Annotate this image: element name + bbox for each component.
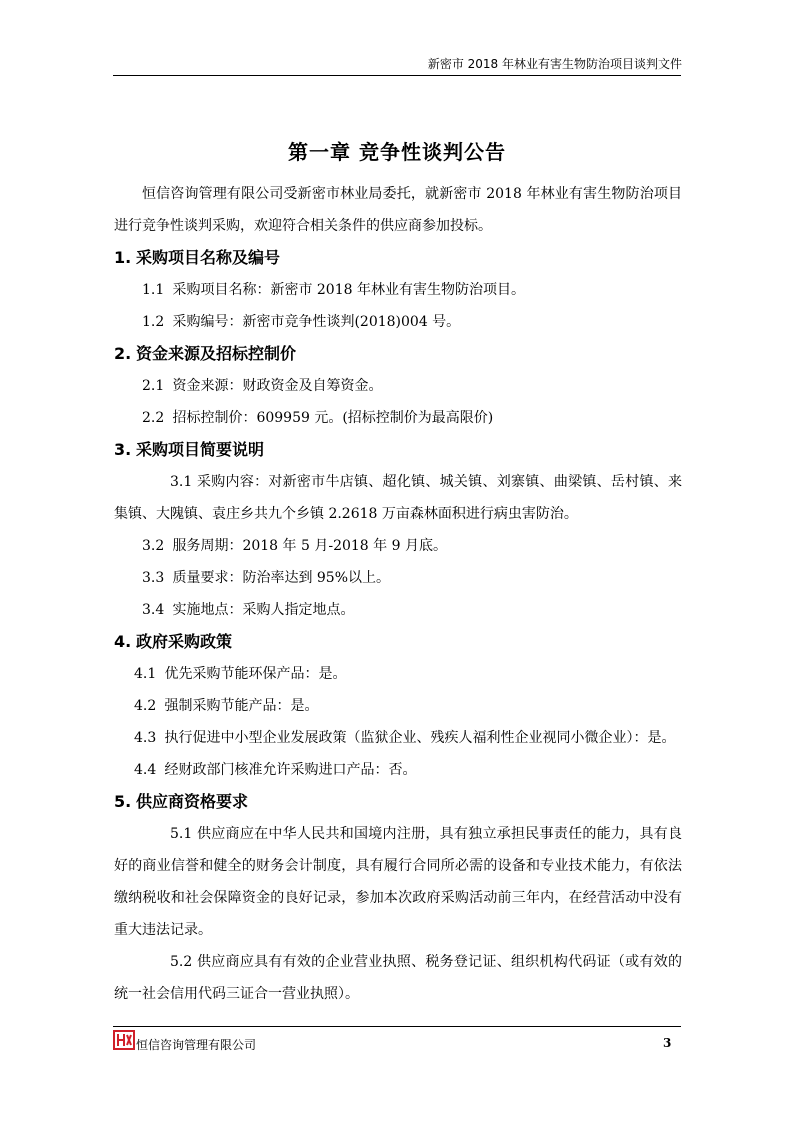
- list-item: [114, 754, 682, 786]
- list-item: [114, 530, 682, 562]
- section-title: 采购项目简要说明: [136, 440, 265, 459]
- item-text: 执行促进中小型企业发展政策（监狱企业、残疾人福利性企业视同小微企业）：是。: [164, 730, 676, 746]
- chapter-title: 第一章 竞争性谈判公告: [288, 140, 506, 165]
- section-heading: [114, 786, 682, 818]
- section-heading: [114, 626, 682, 658]
- item-number: 2.2: [142, 410, 165, 426]
- item-text: 优先采购节能环保产品：是。: [164, 666, 347, 682]
- page-number: 3: [663, 1036, 672, 1050]
- section-3: [114, 434, 682, 626]
- section-number: 3.: [114, 440, 132, 459]
- item-text: 资金来源：财政资金及自筹资金。: [172, 378, 383, 394]
- list-item: [114, 658, 682, 690]
- item-text: 质量要求：防治率达到 95%以上。: [172, 570, 391, 586]
- list-item: [114, 370, 682, 402]
- list-item: [114, 306, 682, 338]
- list-item: [114, 274, 682, 306]
- section-heading: [114, 434, 682, 466]
- item-text: 供应商应具有有效的企业营业执照、税务登记证、组织机构代码证（或有效的统一社会信用代码三证合一营业执照）。: [114, 954, 683, 1002]
- item-text: 采购编号：新密市竞争性谈判(2018)004 号。: [172, 314, 461, 330]
- list-item: [114, 818, 682, 946]
- document-body: [114, 178, 682, 1010]
- item-number: 4.3: [134, 730, 157, 746]
- section-number: 5.: [114, 792, 132, 811]
- item-number: 5.1: [170, 826, 193, 842]
- item-number: 1.1: [142, 282, 165, 298]
- section-title: 政府采购政策: [136, 632, 233, 651]
- list-item: [114, 594, 682, 626]
- intro-paragraph: 恒信咨询管理有限公司受新密市林业局委托，就新密市 2018 年林业有害生物防治项目进行竞争性谈判采购，欢迎符合相关条件的供应商参加投标。: [114, 186, 682, 234]
- section-title: 供应商资格要求: [136, 792, 249, 811]
- item-number: 2.1: [142, 378, 165, 394]
- section-heading: [114, 242, 682, 274]
- section-title: 采购项目名称及编号: [136, 248, 281, 267]
- company-logo-icon: [113, 1030, 135, 1050]
- item-text: 采购内容：对新密市牛店镇、超化镇、城关镇、刘寨镇、曲梁镇、岳村镇、来集镇、大隗镇、袁庄乡共九个乡镇 2.2618 万亩森林面积进行病虫害防治。: [114, 474, 683, 522]
- list-item: [114, 402, 682, 434]
- item-number: 3.4: [142, 602, 165, 618]
- list-item: [114, 946, 682, 1010]
- item-number: 3.1: [170, 474, 193, 490]
- item-number: 4.1: [134, 666, 157, 682]
- list-item: [114, 690, 682, 722]
- item-text: 强制采购节能产品：是。: [164, 698, 319, 714]
- item-number: 3.2: [142, 538, 165, 554]
- header-rule: [113, 75, 681, 76]
- section-2: [114, 338, 682, 434]
- item-number: 4.4: [134, 762, 157, 778]
- item-text: 采购项目名称：新密市 2018 年林业有害生物防治项目。: [172, 282, 525, 298]
- item-number: 3.3: [142, 570, 165, 586]
- section-1: [114, 242, 682, 338]
- section-number: 4.: [114, 632, 132, 651]
- item-text: 实施地点：采购人指定地点。: [172, 602, 355, 618]
- item-text: 供应商应在中华人民共和国境内注册，具有独立承担民事责任的能力，具有良好的商业信誉和健全的财务会计制度，具有履行合同所必需的设备和专业技术能力，有依法缴纳税收和社会保障资金的良好记录，参加本次政府采购活动前三年内，在经营活动中没有重大违法记录。: [114, 826, 683, 938]
- footer-rule: [113, 1026, 681, 1027]
- running-header: 新密市 2018 年林业有害生物防治项目谈判文件: [427, 57, 682, 71]
- item-text: 招标控制价：609959 元。(招标控制价为最高限价): [172, 410, 494, 426]
- list-item: [114, 562, 682, 594]
- section-number: 1.: [114, 248, 132, 267]
- list-item: [114, 466, 682, 530]
- section-5: [114, 786, 682, 1010]
- section-title: 资金来源及招标控制价: [136, 344, 297, 363]
- section-heading: [114, 338, 682, 370]
- section-4: [114, 626, 682, 786]
- list-item: [114, 722, 682, 754]
- item-number: 1.2: [142, 314, 165, 330]
- item-text: 服务周期：2018 年 5 月-2018 年 9 月底。: [172, 538, 447, 554]
- item-text: 经财政部门核准允许采购进口产品：否。: [164, 762, 417, 778]
- item-number: 4.2: [134, 698, 157, 714]
- item-number: 5.2: [170, 954, 193, 970]
- footer-company-name: 恒信咨询管理有限公司: [136, 1038, 257, 1052]
- section-number: 2.: [114, 344, 132, 363]
